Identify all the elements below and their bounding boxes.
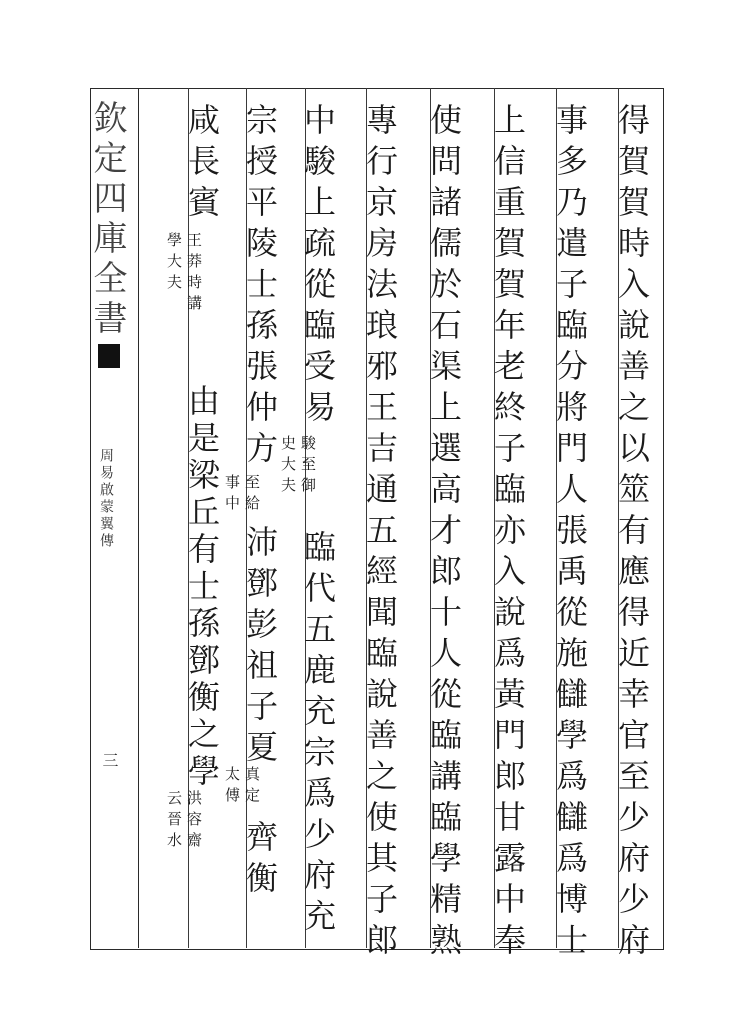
- band-divider: [138, 88, 139, 948]
- fish-tail-mark: [98, 344, 120, 368]
- page-number: 三: [100, 752, 119, 768]
- annotation-left: 云晉水: [165, 790, 183, 853]
- text-column-8-part-b: 由是梁丘有士孫鄧衡之學: [183, 384, 221, 791]
- text-column-8-part-a: 咸長賓: [183, 103, 221, 226]
- annotation-left: 事中: [223, 474, 241, 516]
- text-column-6-part-a: 中駿上疏從臨受易: [299, 103, 337, 431]
- annotation-right: 駿至御: [299, 435, 317, 498]
- section-title: 周易啟蒙翼傳: [98, 448, 114, 550]
- text-column-7-part-a: 宗授平陵士孫張仲方: [241, 103, 279, 472]
- text-column-1: 得賀賀時入說善之以筮有應得近幸官至少府少府: [613, 103, 651, 964]
- annotation-right: 洪容齋: [185, 790, 203, 853]
- book-title: 欽定四庫全書: [87, 100, 127, 340]
- annotation-right: 王莽時講: [185, 232, 203, 316]
- annotation-left: 學大夫: [165, 232, 183, 295]
- text-column-6-part-b: 臨代五鹿充宗爲少府充: [299, 530, 337, 940]
- text-column-3: 上信重賀賀年老終子臨亦入說爲黃門郎甘露中奉: [489, 103, 527, 964]
- text-column-7-part-c: 齊衡: [241, 820, 279, 902]
- annotation-right: 真定: [243, 766, 261, 808]
- annotation-left: 太傅: [223, 766, 241, 808]
- text-column-2: 事多乃遣子臨分將門人張禹從施讎學爲讎爲博士: [551, 103, 589, 964]
- text-column-4: 使問諸儒於石渠上選高才郎十人從臨講臨學精熟: [425, 103, 463, 964]
- annotation-left: 史大夫: [279, 435, 297, 498]
- annotation-right: 至給: [243, 474, 261, 516]
- text-column-5: 專行京房法琅邪王吉通五經聞臨說善之使其子郎: [361, 103, 399, 964]
- text-column-7-part-b: 沛鄧彭祖子夏: [241, 525, 279, 771]
